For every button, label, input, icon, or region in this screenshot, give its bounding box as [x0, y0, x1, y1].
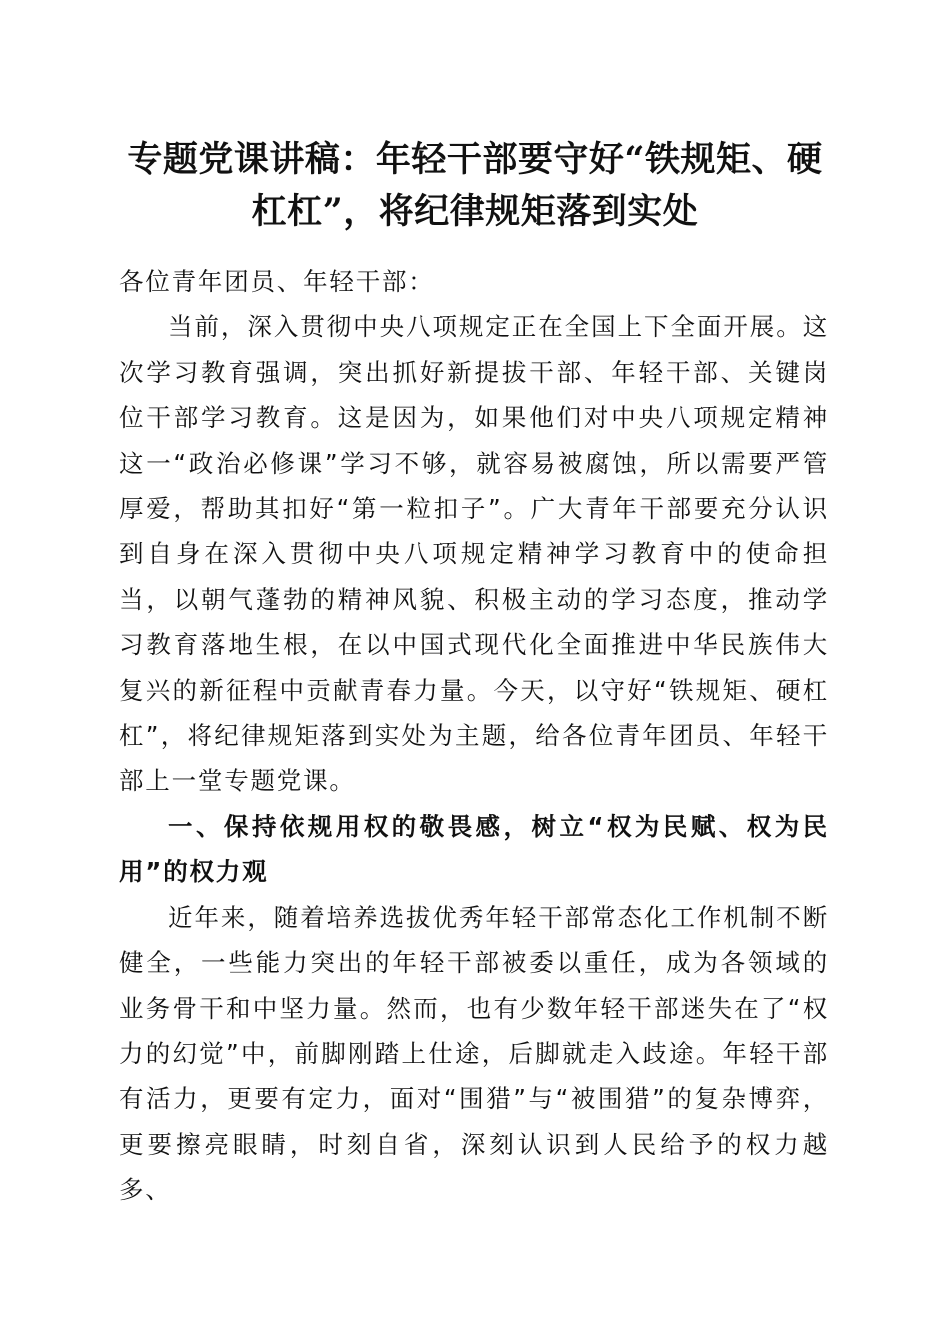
- section-paragraph: 近年来，随着培养选拔优秀年轻干部常态化工作机制不断健全，一些能力突出的年轻干部被委以重任，成为各领域的业务骨干和中坚力量。然而，也有少数年轻干部迷失在了“权力的幻觉”中，前脚刚踏上仕途，后脚就走入歧途。年轻干部有活力，更要有定力，面对“围猎”与“被围猎”的复杂博弈，更要擦亮眼睛，时刻自省，深刻认识到人民给予的权力越多、: [119, 902, 829, 1205]
- intro-paragraph: 当前，深入贯彻中央八项规定正在全国上下全面开展。这次学习教育强调，突出抓好新提拔干部、年轻干部、关键岗位干部学习教育。这是因为，如果他们对中央八项规定精神这一“政治必修课”学习不够，就容易被腐蚀，所以需要严管厚爱，帮助其扣好“第一粒扣子”。广大青年干部要充分认识到自身在深入贯彻中央八项规定精神学习教育中的使命担当，以朝气蓬勃的精神风貌、积极主动的学习态度，推动学习教育落地生根，在以中国式现代化全面推进中华民族伟大复兴的新征程中贡献青春力量。今天，以守好“铁规矩、硬杠杠”，将纪律规矩落到实处为主题，给各位青年团员、年轻干部上一堂专题党课。: [119, 312, 829, 796]
- document-body: [119, 259, 829, 1213]
- document-title: 专题党课讲稿：年轻干部要守好“铁规矩、硬杠杠”，将纪律规矩落到实处: [127, 139, 823, 232]
- section-heading: 一、保持依规用权的敬畏感，树立“权为民赋、权为民用”的权力观: [119, 811, 829, 887]
- salutation: 各位青年团员、年轻干部：: [119, 267, 435, 296]
